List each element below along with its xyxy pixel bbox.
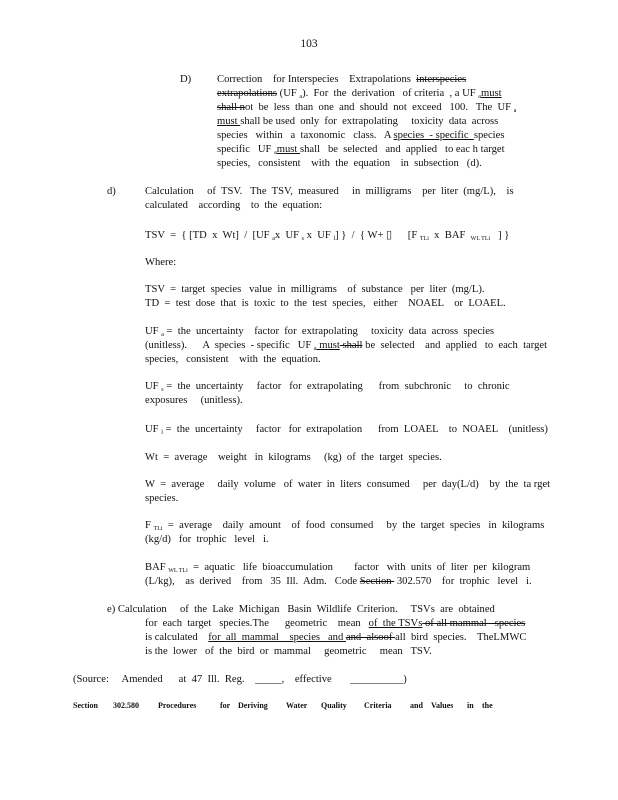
section-d-line-1: Calculation of TSV. The TSV, measured in milligrams per liter (mg/L), is — [145, 186, 514, 197]
footer-word-8: Values — [431, 701, 454, 710]
footer-word-5: Quality — [321, 701, 347, 710]
section-D-marker: D) — [180, 74, 192, 85]
section-e-line-1: e) Calculation of the Lake Michigan Basin Wildlife Criterion. TSVs are obtained — [107, 604, 495, 615]
td-definition: TD = test dose that is toxic to the test species, either NOAEL or LOAEL. — [145, 298, 506, 309]
footer-word-3: Deriving — [238, 701, 268, 710]
page-number: 103 — [300, 38, 318, 50]
section-D-line-4: must shall be used only for extrapolating toxicity data across — [217, 116, 499, 127]
ufa-definition-line-2: (unitless). A species - specific UF $_a$ must shall be selected and applied to each target — [145, 340, 548, 352]
footer-word-2: for — [220, 701, 231, 710]
section-e-line-3: is calculated for all mammal species and and alsoof all bird species. TheLMWC — [145, 632, 527, 643]
f-definition-line-1: F $_{TLi}$ = average daily amount of food consumed by the target species in kilograms — [145, 520, 545, 532]
footer-word-1: Procedures — [158, 701, 197, 710]
footer-word-10: the — [482, 701, 493, 710]
where-label: Where: — [145, 257, 177, 268]
section-d-marker: d) — [107, 186, 116, 197]
section-D-line-5: species within a taxonomic class. A species - specific species — [217, 130, 505, 141]
wt-definition: Wt = average weight in kilograms (kg) of the target species. — [145, 452, 442, 463]
section-D-line-3: shall not be less than one and should not exceed 100. The UF $_a$ — [217, 102, 517, 114]
section-D-line-6: specific UF $_a$must shall be selected and applied to eac h target — [217, 144, 505, 156]
section-e-line-4: is the lower of the bird or mammal geometric mean TSV. — [145, 646, 432, 657]
ufa-definition-line-3: species, consistent with the equation. — [145, 354, 321, 365]
footer-word-4: Water — [286, 701, 308, 710]
section-D-line-7: species, consistent with the equation in subsection (d). — [217, 158, 482, 169]
section-e-line-2: for each target species.The geometric mean of the TSVs of all mammal species — [145, 618, 526, 629]
tsv-equation: TSV = { [TD x Wt] / [UF $_a$x UF $_s$ x UF $_l$] } / { W+ ▯ [F $_{TLi}$ x BAF $_{WL TLi}$ ] } — [145, 230, 510, 242]
footer-word-7: and — [410, 701, 423, 710]
section-D-line-2: extrapolations (UF $_a$). For the derivation of criteria , a UF $_a$must — [217, 88, 502, 100]
w-definition-line-2: species. — [145, 493, 179, 504]
footer-section-label: Section — [73, 701, 98, 710]
ufl-definition: UF $_l$ = the uncertainty factor for extrapolation from LOAEL to NOAEL (unitless) — [145, 424, 548, 436]
baf-definition-line-2: (L/kg), as derived from 35 Ill. Adm. Code Section 302.570 for trophic level i. — [145, 576, 532, 587]
section-d-line-2: calculated according to the equation: — [145, 200, 323, 211]
w-definition-line-1: W = average daily volume of water in liters consumed per day(L/d) by the ta rget — [145, 479, 551, 490]
source-note: (Source: Amended at 47 Ill. Reg. _____, effective __________) — [73, 674, 407, 685]
footer-word-9: in — [467, 701, 474, 710]
section-D-line-1: Correction for Interspecies Extrapolations interspecies — [217, 74, 467, 85]
footer-word-6: Criteria — [364, 701, 392, 710]
footer-section-number: 302.580 — [113, 701, 139, 710]
ufs-definition-line-2: exposures (unitless). — [145, 395, 243, 406]
f-definition-line-2: (kg/d) for trophic level i. — [145, 534, 269, 545]
baf-definition-line-1: BAF $_{WL TLi}$ = aquatic life bioaccumulation factor with units of liter per kilogram — [145, 562, 531, 574]
ufa-definition-line-1: UF $_a$ = the uncertainty factor for extrapolating toxicity data across species — [145, 326, 495, 338]
tsv-definition: TSV = target species value in milligrams of substance per liter (mg/L). — [145, 284, 485, 295]
ufs-definition-line-1: UF $_s$ = the uncertainty factor for extrapolating from subchronic to chronic — [145, 381, 510, 393]
